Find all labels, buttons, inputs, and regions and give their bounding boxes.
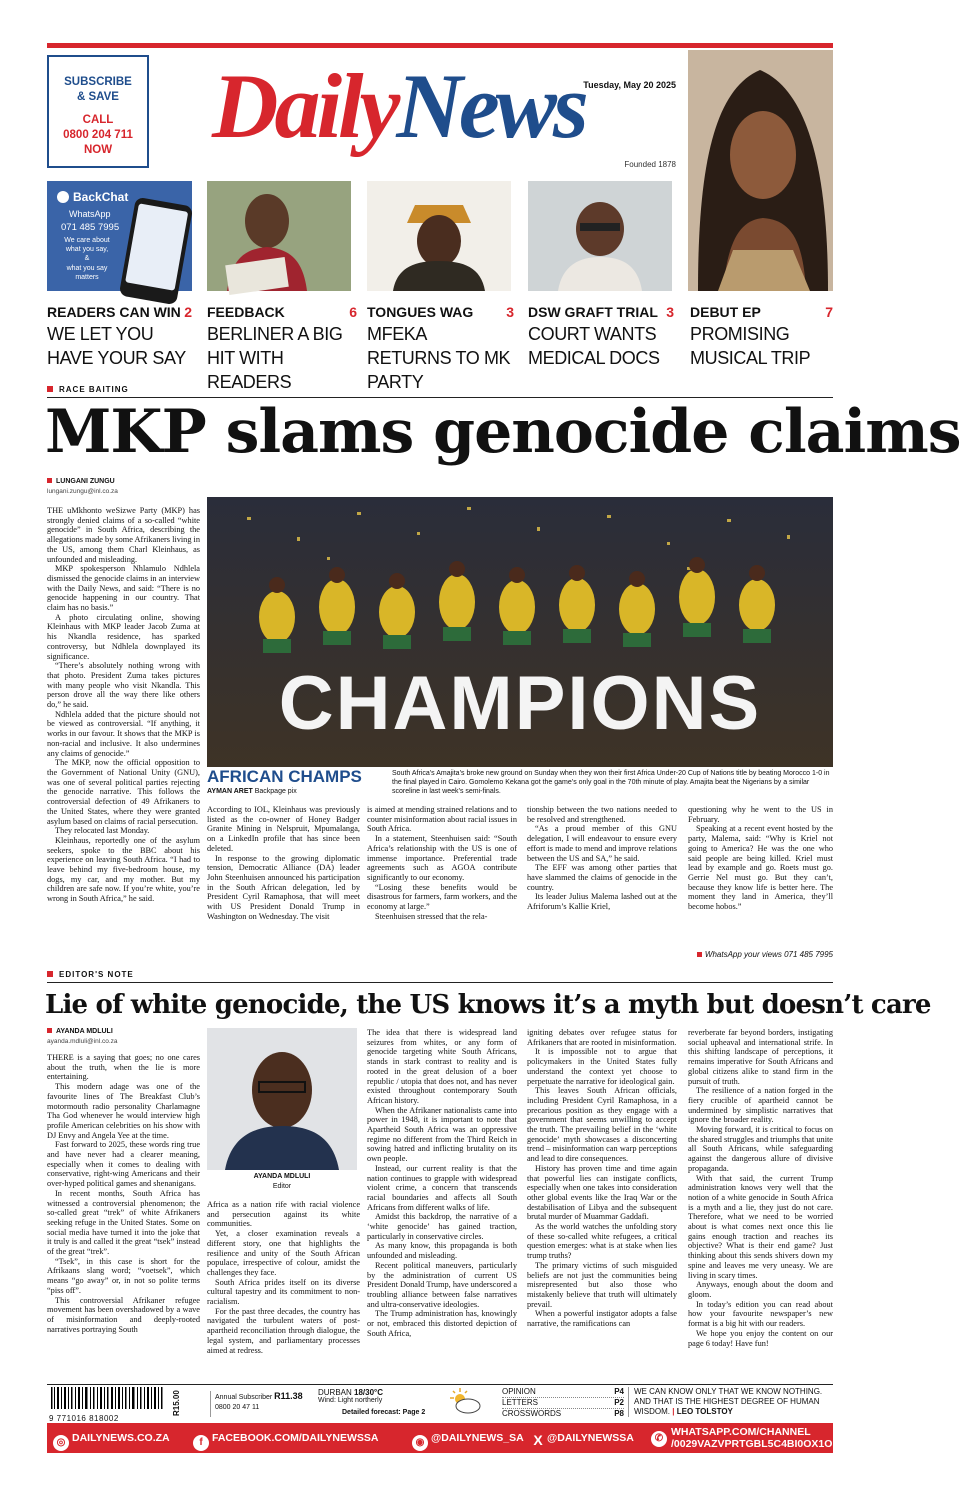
paragraph: Recent political maneuvers, particularly by the administration of current US President Donald Trump, have underscored a troubling alliance between false narratives and ultra-conservative ideologies. [367, 1260, 517, 1309]
editor-photo-name: AYANDA MDLULI [253, 1173, 311, 1180]
paragraph: Fast forward to 2025, these words ring true and have never had a clearer meaning, especially when it comes to dealing with conservative, right-wing Americans and their over-hyped political games and shenanigans. [47, 1140, 200, 1189]
paragraph: This leaves South African officials, including President Cyril Ramaphosa, in a precarious position as they engage with a government that seems unwilling to accept the truth. The prevailing belief in the ‘white genocide’ myth showcases a disconcerting trend – misinformation can warp perceptions and lead to dire consequences. [527, 1086, 677, 1164]
paragraph: The primary victims of such misguided beliefs are not just the communities being misrepresented but also those who mistakenly believe that truth will ultimately prevail. [527, 1260, 677, 1309]
paragraph: For the past three decades, the country has navigated the turbulent waters of post-apartheid reconciliation through dialogue, the legal system, and parliamentary processes aimed at redress. [207, 1306, 360, 1355]
paragraph: questioning why he went to the US in February. [688, 805, 833, 824]
teaser-page: 3 [506, 304, 514, 320]
teaser-dsw[interactable] [528, 304, 674, 370]
instagram-icon: ◉ [412, 1435, 428, 1451]
paragraph: Anyways, enough about the doom and gloom. [688, 1280, 833, 1299]
x-icon: X [533, 1432, 543, 1448]
paragraph: “Losing these benefits would be disastrous for farmers, farm workers, and the economy at large.” [367, 882, 517, 912]
issue-date: Tuesday, May 20 2025 [583, 80, 676, 90]
call-number: 0800 204 711 [63, 129, 133, 141]
paragraph: Ndhlela added that the picture should not be viewed as controversial. “If anything, it works in our favour. It shows that the MKP is non-racial and inclusive. It also undermines any claims of genocide.” [47, 709, 200, 758]
paragraph: They relocated last Monday. [55, 826, 150, 836]
lead-email: lungani.zungu@inl.co.za [47, 488, 118, 495]
caption-source: Backpage pix [254, 788, 297, 795]
caption-text: South Africa’s Amajita’s broke new ground on Sunday when they won their first Africa Under-20 Cup of Nations title by beating Morocco 1-0 in the final played in Cairo. Gomolemo Kekana got the game’s only goal in the 70th minute of play. Amajita beat the Nigerians by a similar scoreline in last week’s semi-finals. [392, 770, 830, 795]
facebook-icon: f [193, 1435, 209, 1451]
paragraph: As many know, this propaganda is both unfounded and misleading. [367, 1241, 517, 1261]
cover-price: R15.00 [172, 1390, 181, 1416]
teaser-section: DEBUT EP [690, 304, 761, 320]
paragraph: “There’s absolutely nothing wrong with that photo. President Zuma takes pictures with many people who visit Nkandla. This person drove all the way there like others do,” he said. [47, 661, 200, 710]
index-crosswords[interactable]: CROSSWORDS P8 [502, 1409, 624, 1418]
dsw-graft-photo [528, 181, 672, 291]
paragraph: Africa as a nation rife with racial violence and persecution against its white communities. [207, 1200, 360, 1229]
whatsapp-link[interactable]: ✆ WHATSAPP.COM/CHANNEL /0029VAZVPRTGBL5C4BI0OX1O [651, 1426, 832, 1450]
backchat-brand: BackChat [57, 190, 128, 204]
teaser-readers[interactable] [47, 304, 192, 370]
teaser-page: 3 [666, 304, 674, 320]
editor-col-5-text [688, 1028, 833, 1348]
subscribe-box[interactable] [47, 55, 149, 168]
paragraph: Kleinhaus, reportedly one of the asylum seekers, spoke to the BBC about his experience on leaving South Africa. “I had to leave behind my five-bedroom house, my dogs, my car, and my mother. But my children are safe now. If you’re white, you’re wrong in South Africa,” he said. [47, 835, 200, 904]
top-rule [47, 43, 833, 48]
whatsapp-icon: ✆ [651, 1431, 667, 1447]
lead-headline: MKP slams genocide claims [45, 397, 961, 467]
weather-wind: Wind: Light northerly [318, 1397, 383, 1404]
website-link[interactable]: ◎ DAILYNEWS.CO.ZA [53, 1432, 170, 1451]
paragraph: History has proven time and time again that powerful lies can instigate conflicts, especially when one takes into consideration other global events like the Iraq War or the destabilisation of Libya and the subsequent brutal murder of Muammar Gaddafi. [527, 1163, 677, 1222]
paragraph: As the world watches the unfolding story of these so-called white refugees, a critical question emerges: what is at stake when lies trump truths? [527, 1222, 677, 1261]
paragraph: A photo circulating online, showing Kleinhaus with MKP leader Jacob Zuma at his Nkandla residence, has sparked controversy, but Ndhlela downplayed its significance. [47, 612, 200, 661]
teaser-title: MFEKA RETURNS TO MK PARTY [367, 324, 511, 392]
barcode-icon [49, 1387, 169, 1409]
paragraph: In a statement, Steenhuisen said: “South Africa’s relationship with the US is one of immense importance. Preferential trade agreements such as AGOA contribute significantly to our economy. [367, 834, 517, 882]
index-letters[interactable]: LETTERS P2 [502, 1398, 624, 1407]
backchat-line1: We care about what you say, [64, 237, 110, 253]
editor-col-2-text [207, 1200, 360, 1355]
lead-byline: LUNGANI ZUNGU [47, 478, 115, 485]
lead-col-4-text [527, 805, 677, 912]
paragraph: Its leader Julius Malema lashed out at the Afriforum’s Kallie Kriel, [527, 892, 677, 912]
paragraph: The MKP, now the official opposition to the Government of National Unity (GNU), was one of several political parties rejecting the genocide narrative. This follows the controversial defection of 49 Afrikaners to the United States, where they were granted asylum based on claims of racial persecution. [47, 758, 200, 826]
backchat-logo-icon [57, 191, 69, 203]
teaser-section: DSW GRAFT TRIAL [528, 304, 658, 320]
paragraph: When a powerful instigator adopts a false narrative, the ramifications can [527, 1309, 677, 1329]
lead-col-4 [527, 805, 677, 960]
x-link[interactable]: X @DAILYNEWSSA [533, 1432, 634, 1448]
lead-col-3 [367, 805, 517, 960]
lead-col-1 [47, 506, 200, 961]
paragraph: This controversial Afrikaner refugee movement has been overshadowed by a wave of misinformation and deeply-rooted narratives portraying South [47, 1295, 200, 1334]
annual-label: Annual Subscriber [215, 1394, 273, 1401]
paragraph: South Africa prides itself on its diverse cultural tapestry and its commitment to non-racialism. [207, 1277, 360, 1307]
barcode [49, 1387, 169, 1423]
paragraph: In today’s edition you can read about how your favourite newspaper’s new format is a big hit with our readers. [688, 1299, 833, 1329]
paragraph: In recent months, South Africa has witnessed a controversial phenomenon; the so-called great “trek” of white Afrikaners seeking refuge in the United States. Some on social media have turned it into the joke that it truly is and called it the great “tsek” instead of the great “trek”. [47, 1188, 200, 1257]
paragraph: “As a proud member of this GNU delegation, I will endeavour to ensure every effort is made to mend and improve relations between the US and SA,” he said. [527, 824, 677, 863]
facebook-link[interactable]: f FACEBOOK.COM/DAILYNEWSSA [193, 1432, 378, 1451]
teaser-section: READERS CAN WIN [47, 304, 181, 320]
teaser-title: COURT WANTS MEDICAL DOCS [528, 324, 660, 368]
lead-col-5 [688, 805, 833, 945]
lead-col-1-text [47, 506, 200, 904]
masthead-daily: Daily [212, 55, 397, 157]
paragraph: Speaking at a recent event hosted by the party, Malema, said: “Why is Kriel not going to America? He was the one who said people are being killed. Kriel must lead by example and go. Roets must go. Gerrie Nel must go. But they can’t, because they know life is better here. The moment they land in America, they’ll become hobos.” [688, 824, 833, 912]
paragraph: Steenhuisen stressed that the rela- [375, 911, 488, 921]
teaser-tongues[interactable] [367, 304, 514, 394]
paragraph: “Tsek”, in this case is short for the Afrikaans slang word; “voetsek”, which means “go away” or, in not so polite terms “piss off”. [47, 1256, 200, 1295]
paragraph: We hope you enjoy the content on our page 6 today! Have fun! [688, 1328, 833, 1348]
debut-ep-portrait [688, 50, 833, 291]
weather-city: DURBAN [318, 1388, 352, 1397]
paragraph: THERE is a saying that goes; no one cares about the truth, when the lie is more entertaining. [47, 1053, 200, 1082]
caption-text-1 [392, 769, 833, 795]
backchat-line2: & [84, 255, 90, 262]
teaser-section: FEEDBACK [207, 304, 285, 320]
backchat-panel[interactable] [47, 181, 192, 291]
paragraph: is aimed at mending strained relations and to counter misinformation about racial issues in South Africa. [367, 805, 517, 834]
teaser-section: TONGUES WAG [367, 304, 474, 320]
paragraph: The EFF was among other parties that have slammed the claims of genocide in the country. [527, 863, 677, 892]
paragraph: When the Afrikaner nationalists came into power in 1948, it is important to note that Apartheid South Africa was an oppressive regime no different from the Third Reich in sowing hatred and inflicting brutality on its own people. [367, 1105, 517, 1164]
weather-temp: 18/30°C [354, 1388, 384, 1397]
teaser-title: WE LET YOU HAVE YOUR SAY [47, 324, 186, 368]
paragraph: This modern adage was one of the favourite lines of The Breakfast Club’s motormouth radio personality Charlamagne Tha God whenever he would interview high profile American celebrities on his show with DJ Envy and Angela Yee at the time. [47, 1082, 200, 1140]
champions-photo [207, 497, 833, 767]
quote-block [628, 1387, 833, 1417]
caption-title: AFRICAN CHAMPS [207, 767, 362, 786]
paragraph: Instead, our current reality is that the nation continues to grapple with widespread violent crime, a concern that transcends racial boundaries and affects all South Africans from different walks of life. [367, 1163, 517, 1212]
paragraph: THE uMkhonto weSizwe Party (MKP) has strongly denied claims of a so-called “white genocide” in South Africa, describing the allegations made by some Afrikaners living in the US, among them Charl Kleinhaus, as unfounded and misleading. [47, 506, 200, 564]
backchat-whatsapp: WhatsApp [69, 209, 111, 219]
paragraph: It is impossible not to argue that policymakers in the United States fully understand the context yet choose to perpetuate the narrative for ideological gain. [527, 1047, 677, 1086]
whatsapp-marker [697, 952, 702, 957]
lead-col-3-text [367, 805, 517, 921]
founded-label: Founded 1878 [624, 160, 676, 169]
paragraph: In response to the growing diplomatic tension, Democratic Alliance (DA) leader John Steenhuisen announced his participation in the South African delegation, led by President Cyril Ramaphosa, that will meet with US President Donald Trump in Washington on Wednesday. The visit [207, 853, 360, 921]
teaser-title: BERLINER A BIG HIT WITH READERS [207, 324, 343, 392]
backchat-number: 071 485 7995 [61, 222, 120, 233]
backchat-line3: what you say matters [66, 265, 108, 281]
editor-headline: Lie of white genocide, the US knows it’s a myth but doesn’t care [45, 990, 931, 1020]
tongues-wag-photo [367, 181, 511, 291]
paragraph: reverberate far beyond borders, instigating social upheaval and international strife. In this shifting landscape of perceptions, it remains imperative for South Africans and global citizens alike to stand firm in the pursuit of truth. [688, 1028, 833, 1086]
annual-subscriber [210, 1391, 303, 1417]
masthead-logo [212, 50, 638, 162]
paragraph: The Trump administration has, knowingly or not, embraced this distorted depiction of South Africa, [367, 1309, 517, 1338]
editor-col-1 [47, 1053, 200, 1395]
annual-price: R11.38 [274, 1391, 303, 1401]
teaser-page: 2 [184, 304, 192, 320]
weather-forecast: Detailed forecast: Page 2 [342, 1409, 426, 1416]
caption-credit-line [207, 787, 833, 796]
index-opinion[interactable]: OPINION P4 [502, 1387, 624, 1396]
paragraph: According to IOL, Kleinhaus was previously listed as the co-owner of Honey Badger Granite Mining in Nelspruit, Mpumalanga, on a LinkedIn profile that has since been deleted. [207, 805, 360, 853]
phone-icon [119, 197, 193, 306]
editor-col-3-text [367, 1028, 517, 1339]
editor-col-1-text [47, 1053, 200, 1334]
quote-separator: | [672, 1407, 675, 1416]
editor-byline: AYANDA MDLULI [47, 1028, 113, 1035]
teaser-debut[interactable] [690, 304, 833, 370]
editor-email: ayanda.mdluli@inl.co.za [47, 1038, 118, 1045]
editor-rule [47, 982, 833, 983]
teaser-page: 7 [825, 304, 833, 320]
lead-col-2 [207, 805, 360, 960]
paragraph: With that said, the current Trump administration knows very well that the notion of a white genocide in South Africa is a myth and a lie, they just do not care. Therefore, what we need to be worried about is what comes next once this lie gains enough traction and reaches its objective? What is their end game? Just thinking about this sends shivers down my spine and leaves me very uneasy. We are living in scary times. [688, 1173, 833, 1280]
paragraph: The idea that there is widespread land seizures from whites, or any form of genocide targeting white South Africans, stands in stark contrast to reality and is rooted in the great delusion of a boer republic / utopia that does not, and has never existed throughout contemporary South African history. [367, 1028, 517, 1105]
paragraph: MKP spokesperson Nhlamulo Ndhlela dismissed the genocide claims in an interview with the Daily News, and said: “There is no genocide happening in our country. That claim has no basis.” [47, 564, 200, 613]
paragraph: tionship between the two nations needed to be resolved and strengthened. [527, 805, 677, 824]
instagram-link[interactable]: ◉ @DAILYNEWS_SA [412, 1432, 524, 1451]
caption-credit: AYMAN ARET [207, 788, 253, 795]
feedback-photo [207, 181, 351, 291]
teaser-title: PROMISING MUSICAL TRIP [690, 324, 811, 368]
masthead-news: News [396, 55, 585, 157]
editor-col-4-text [527, 1028, 677, 1329]
quote-text: WE CAN KNOW ONLY THAT WE KNOW NOTHING. AND THAT IS THE HIGHEST DEGREE OF HUMAN WISDOM. [634, 1387, 823, 1416]
sun-cloud-icon [444, 1386, 484, 1416]
editor-kicker: EDITOR'S NOTE [47, 970, 134, 979]
editor-photo [207, 1028, 357, 1170]
champions-sign: CHAMPIONS [278, 661, 762, 746]
editor-col-2 [207, 1200, 360, 1395]
teaser-page: 6 [349, 304, 357, 320]
editor-col-3 [367, 1028, 517, 1395]
paragraph: Moving forward, it is critical to focus on the shared struggles and triumphs that unite all South Africans, while safeguarding against the dangerous allure of divisive propaganda. [688, 1125, 833, 1173]
call-now: NOW [83, 144, 113, 156]
whatsapp-views[interactable]: WhatsApp your views 071 485 7995 [663, 950, 833, 959]
subscribe-text: SUBSCRIBE & SAVE [64, 76, 132, 103]
globe-icon: ◎ [53, 1435, 69, 1451]
lead-kicker: RACE BAITING [47, 385, 129, 394]
call-label: CALL [82, 114, 114, 126]
editor-photo-role: Editor [272, 1183, 292, 1190]
page-index [502, 1387, 624, 1419]
paragraph: igniting debates over refugee status for Afrikaners that are rooted in misinformation. [527, 1028, 677, 1047]
paragraph: Amidst this backdrop, the narrative of a ‘white genocide’ has gained traction, particularly in conservative circles. [367, 1212, 517, 1241]
social-bar [47, 1423, 833, 1453]
annual-phone: 0800 20 47 11 [215, 1404, 260, 1411]
paragraph: Yet, a closer examination reveals a different story, one that highlights the resilience and unity of the South African populace, irrespective of colour, amidst the challenges they face. [207, 1229, 360, 1277]
paragraph: The resilience of a nation forged in the fiery crucible of apartheid cannot be undermined by simplistic narratives that ignore the broader reality. [688, 1086, 833, 1125]
teaser-feedback[interactable] [207, 304, 357, 394]
quote-author: LEO TOLSTOY [676, 1407, 733, 1416]
lead-col-2-text [207, 805, 360, 921]
lead-col-5-text [688, 805, 833, 912]
editor-col-4 [527, 1028, 677, 1395]
barcode-number: 9 771016 818002 [49, 1414, 119, 1423]
editor-col-5 [688, 1028, 833, 1395]
